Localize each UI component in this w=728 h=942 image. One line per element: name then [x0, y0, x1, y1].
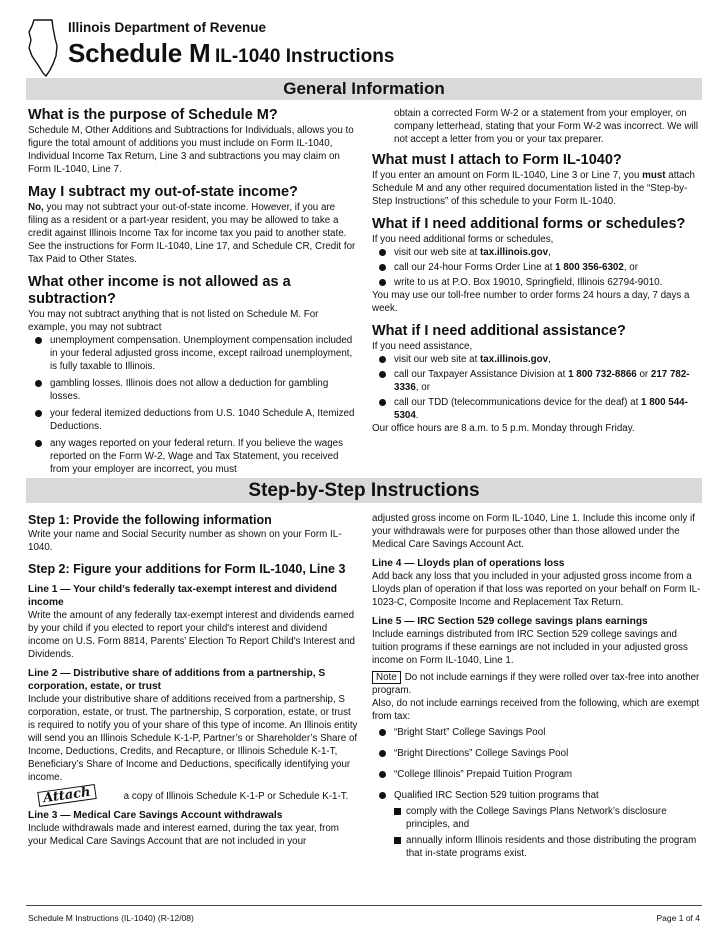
forms-phone: 1 800 356-6302: [555, 262, 624, 273]
question-out-of-state: May I subtract my out-of-state income?: [28, 184, 298, 200]
line-1-text: Write the amount of any federally tax-exempt interest and dividends earned by your child if you elected to report your child's interest and dividend income on U.S. Form 8814, Parents’ Election To Report Child's Interest and Dividends.: [28, 610, 355, 660]
list-item: “College Illinois” Prepaid Tuition Program: [372, 768, 702, 781]
forms-end: You may use our toll-free number to order forms 24 hours a day, 7 days a week.: [372, 290, 690, 314]
list-item: Qualified IRC Section 529 tuition programs that: [372, 789, 702, 802]
left-column-bottom: [28, 512, 358, 848]
footer-page-number: Page 1 of 4: [656, 913, 700, 923]
list-item: visit our web site at tax.illinois.gov,: [372, 353, 702, 366]
step-by-step-band: Step-by-Step Instructions: [26, 478, 702, 503]
question-attach: What must I attach to Form IL-1040?: [372, 152, 622, 168]
footer-form-id: Schedule M Instructions (IL-1040) (R-12/08): [28, 913, 194, 923]
list-item: call our TDD (telecommunications device for the deaf) at 1 800 544-5304.: [372, 396, 702, 422]
footer-rule: [26, 905, 702, 906]
line-3-heading: Line 3 — Medical Care Savings Account withdrawals: [28, 810, 283, 821]
question-forms: What if I need additional forms or schedules?: [372, 216, 686, 232]
question-purpose: What is the purpose of Schedule M?: [28, 107, 278, 123]
list-item: write to us at P.O. Box 19010, Springfield, Illinois 62794-9010.: [372, 276, 702, 289]
step-1-text: Write your name and Social Security number as shown on your Form IL-1040.: [28, 529, 342, 553]
line-5-heading: Line 5 — IRC Section 529 college savings plans earnings: [372, 616, 648, 627]
wages-continuation: obtain a corrected Form W-2 or a statement from your employer, on company letterhead, stating that your Form W-2 was incorrect. We will not accept a letter from you or your tax preparer.: [394, 108, 698, 145]
step-1-heading: Step 1: Provide the following information: [28, 513, 272, 527]
exempt-list: [372, 726, 702, 860]
list-item: gambling losses. Illinois does not allow a deduction for gambling losses.: [28, 377, 356, 403]
assistance-intro: If you need assistance,: [372, 341, 473, 352]
line-1-heading: Line 1 — Your child’s federally tax-exempt interest and dividend income: [28, 584, 337, 608]
out-of-state-text: No, you may not subtract your out-of-state income. However, if you are filing as a resident or a part-year resident, you may be allowed to take a credit against Illinois Income Tax for income tax you paid to another state. See the instructions for Form IL-1040, Line 17, and Schedule CR, Credit for Tax Paid to Other States.: [28, 202, 356, 265]
website-link[interactable]: tax.illinois.gov: [480, 354, 549, 365]
question-other-income: What other income is not allowed as a subtraction?: [28, 274, 291, 307]
list-item: call our Taxpayer Assistance Division at 1 800 732-8866 or 217 782-3336, or: [372, 368, 702, 394]
website-link[interactable]: tax.illinois.gov: [480, 247, 549, 258]
list-item: call our 24-hour Forms Order Line at 1 800 356-6302, or: [372, 261, 702, 274]
general-information-band: General Information: [26, 78, 702, 100]
title-instructions: IL-1040 Instructions: [214, 46, 395, 67]
forms-intro: If you need additional forms or schedules,: [372, 234, 554, 245]
list-item: any wages reported on your federal return. If you believe the wages reported on the Form W-2, Wage and Tax Statement, you received from your employer are incorrect, you must: [28, 437, 356, 476]
note-paragraph: Note Do not include earnings if they were rolled over tax-free into another program.: [372, 672, 700, 696]
page-title: [68, 38, 394, 69]
department-name: Illinois Department of Revenue: [68, 20, 267, 35]
list-item: comply with the College Savings Plans Network’s disclosure principles, and: [372, 805, 702, 831]
line-2-heading: Line 2 — Distributive share of additions from a partnership, S corporation, estate, or trust: [28, 668, 326, 692]
list-item: unemployment compensation. Unemployment compensation included in your federal adjusted gross income, except railroad unemployment, is fully taxable to Illinois.: [28, 334, 356, 373]
list-item: your federal itemized deductions from U.S. 1040 Schedule A, Itemized Deductions.: [28, 407, 356, 433]
left-column-top: [28, 107, 356, 476]
attach-instruction: Attach a copy of Illinois Schedule K-1-P or Schedule K-1-T.: [28, 788, 358, 803]
step-2-heading: Step 2: Figure your additions for Form IL-1040, Line 3: [28, 562, 346, 576]
office-hours: Our office hours are 8 a.m. to 5 p.m. Monday through Friday.: [372, 423, 635, 434]
attach-stamp-icon: Attach: [37, 784, 96, 807]
not-allowed-list: [28, 334, 356, 476]
list-item: “Bright Start” College Savings Pool: [372, 726, 702, 739]
exempt-intro: Also, do not include earnings received from the following, which are exempt from tax:: [372, 698, 700, 722]
other-income-text: You may not subtract anything that is not listed on Schedule M. For example, you may not subtract: [28, 309, 319, 333]
list-item: visit our web site at tax.illinois.gov,: [372, 246, 702, 259]
line-3-text: Include withdrawals made and interest earned, during the tax year, from your Medical Care Savings Account that are not included in your: [28, 823, 339, 847]
question-assistance: What if I need additional assistance?: [372, 323, 626, 339]
purpose-text: Schedule M, Other Additions and Subtractions for Individuals, allows you to figure the total amount of additions you must include on Form IL-1040, Individual Income Tax Return, Line 3 and subtractions you may claim on Form IL-1040, Line 7.: [28, 125, 354, 175]
line-3-continuation: adjusted gross income on Form IL-1040, Line 1. Include this income only if your withdrawals were for purposes other than those allowed under the Medical Care Savings Account Act.: [372, 513, 695, 550]
assistance-list: [372, 353, 702, 422]
forms-list: [372, 246, 702, 289]
line-4-heading: Line 4 — Lloyds plan of operations loss: [372, 558, 565, 569]
attach-text: If you enter an amount on Form IL-1040, Line 3 or Line 7, you must attach Schedule M and any other required documentation listed in the “Step-by-Step Instructions” of this schedule to your Form IL-1040.: [372, 170, 695, 207]
list-item: annually inform Illinois residents and those distributing the program that in-state programs exist.: [372, 834, 702, 860]
right-column-bottom: [372, 512, 702, 860]
line-2-text: Include your distributive share of additions received from a partnership, S corporation, estate, or trust. The partnership, S corporation, estate, or trust is required to notify you of your share of this type of income. An Illinois entity will send you an Illinois Schedule K-1-P, Partner’s or Shareholder’s Share of Income, Deductions, Credits, and Recapture, or Illinois Schedule K-1-T, Beneficiary’s Share of Income and Deductions, specifically identifying your income.: [28, 694, 358, 783]
note-label: Note: [372, 671, 401, 684]
list-item: “Bright Directions” College Savings Pool: [372, 747, 702, 760]
title-schedule: Schedule M: [68, 38, 211, 68]
right-column-top: [372, 107, 702, 435]
line-4-text: Add back any loss that you included in your adjusted gross income from a Lloyds plan of operation if that loss was reported on your behalf on Form IL-1023-C, Composite Income and Replacement Tax Return.: [372, 571, 701, 608]
illinois-map-icon: [26, 18, 60, 78]
line-5-text: Include earnings distributed from IRC Section 529 college savings and tuition programs if these earnings are not included in your adjusted gross income on Form IL-1040, Line 1.: [372, 629, 688, 666]
